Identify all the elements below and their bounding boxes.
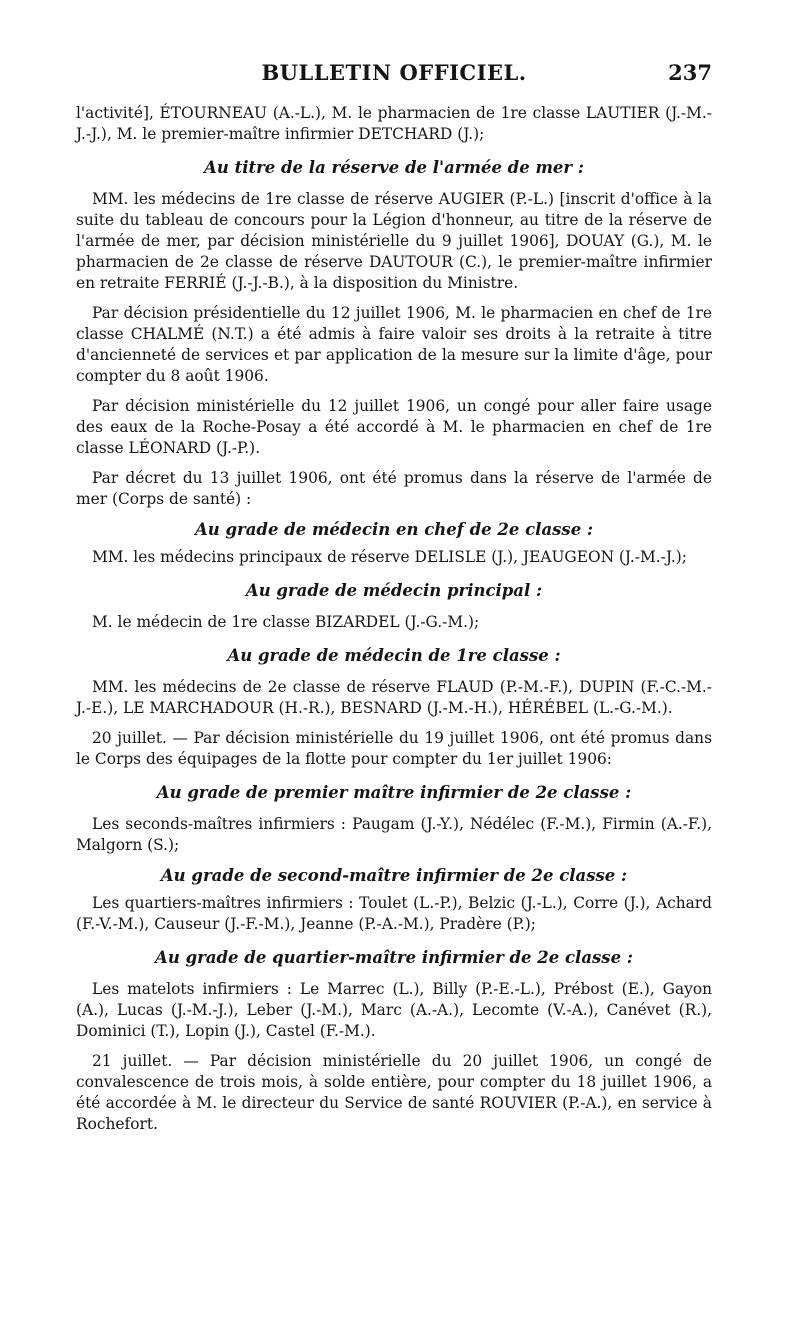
paragraph-continued-list: l'activité], ÉTOURNEAU (A.-L.), M. le pharmacien de 1re classe LAUTIER (J.-M.-J.-J.), M. le premier-maître infirmier DETCHARD (J.); <box>76 104 712 143</box>
bulletin-title: BULLETIN OFFICIEL. <box>261 60 527 85</box>
paragraph-seconds-maitres: Les seconds-maîtres infirmiers : Paugam (J.-Y.), Nédélec (F.-M.), Firmin (A.-F.), Malgorn (S.); <box>76 815 712 854</box>
page-number: 237 <box>668 60 712 85</box>
paragraph-medecins-principaux: MM. les médecins principaux de réserve DELISLE (J.), JEAUGEON (J.-M.-J.); <box>92 548 687 566</box>
paragraph-21-juillet: 21 juillet. — Par décision ministérielle du 20 juillet 1906, un congé de convalescence de trois mois, à solde entière, pour compter du 18 juillet 1906, a été accordée à M. le directeur du Service de santé ROUVIER (P.-A.), en service à Rochefort. <box>76 1052 712 1133</box>
heading-medecin-1re: Au grade de médecin de 1re classe : <box>227 646 561 665</box>
heading-reserve: Au titre de la réserve de l'armée de mer : <box>204 158 584 177</box>
paragraph-matelots: Les matelots infirmiers : Le Marrec (L.), Billy (P.-E.-L.), Prébost (E.), Gayon (A.), Lucas (J.-M.-J.), Leber (J.-M.), Marc (A.-A.), Lecomte (V.-A.), Canévet (R.), Dominici (T.), Lopin (J.), Castel (F.-M.). <box>76 980 712 1040</box>
paragraph-20-juillet: 20 juillet. — Par décision ministérielle du 19 juillet 1906, ont été promus dans le Corps des équipages de la flotte pour compter du 1er juillet 1906: <box>76 729 712 768</box>
paragraph-medecin-1re-classe: M. le médecin de 1re classe BIZARDEL (J.-G.-M.); <box>92 613 480 631</box>
heading-second-maitre: Au grade de second-maître infirmier de 2e classe : <box>160 866 628 885</box>
document-body <box>76 103 712 1144</box>
heading-medecin-chef: Au grade de médecin en chef de 2e classe : <box>194 520 594 539</box>
heading-premier-maitre: Au grade de premier maître infirmier de 2e classe : <box>156 783 632 802</box>
page-header <box>76 62 712 94</box>
paragraph-medecins-2e-classe: MM. les médecins de 2e classe de réserve FLAUD (P.-M.-F.), DUPIN (F.-C.-M.-J.-E.), LE MARCHADOUR (H.-R.), BESNARD (J.-M.-H.), HÉRÉBEL (L.-G.-M.). <box>76 678 712 717</box>
heading-medecin-principal: Au grade de médecin principal : <box>245 581 543 600</box>
paragraph-quartiers-maitres: Les quartiers-maîtres infirmiers : Toulet (L.-P.), Belzic (J.-L.), Corre (J.), Achard (F.-V.-M.), Causeur (J.-F.-M.), Jeanne (P.-A.-M.), Pradère (P.); <box>76 894 712 933</box>
paragraph-retirement: Par décision présidentielle du 12 juillet 1906, M. le pharmacien en chef de 1re classe CHALMÉ (N.T.) a été admis à faire valoir ses droits à la retraite à titre d'ancienneté de services et par application de la mesure sur la limite d'âge, pour compter du 8 août 1906. <box>76 304 712 385</box>
heading-quartier-maitre: Au grade de quartier-maître infirmier de 2e classe : <box>155 948 633 967</box>
paragraph-decree-promotions: Par décret du 13 juillet 1906, ont été promus dans la réserve de l'armée de mer (Corps de santé) : <box>76 469 712 508</box>
paragraph-leave-roche-posay: Par décision ministérielle du 12 juillet 1906, un congé pour aller faire usage des eaux de la Roche-Posay a été accordé à M. le pharmacien en chef de 1re classe LÉONARD (J.-P.). <box>76 397 712 457</box>
paragraph-reserve-list: MM. les médecins de 1re classe de réserve AUGIER (P.-L.) [inscrit d'office à la suite du tableau de concours pour la Légion d'honneur, au titre de la réserve de l'armée de mer, par décision ministérielle du 9 juillet 1906], DOUAY (G.), M. le pharmacien de 2e classe de réserve DAUTOUR (C.), le premier-maître infirmier en retraite FERRIÉ (J.-J.-B.), à la disposition du Ministre. <box>76 190 712 292</box>
